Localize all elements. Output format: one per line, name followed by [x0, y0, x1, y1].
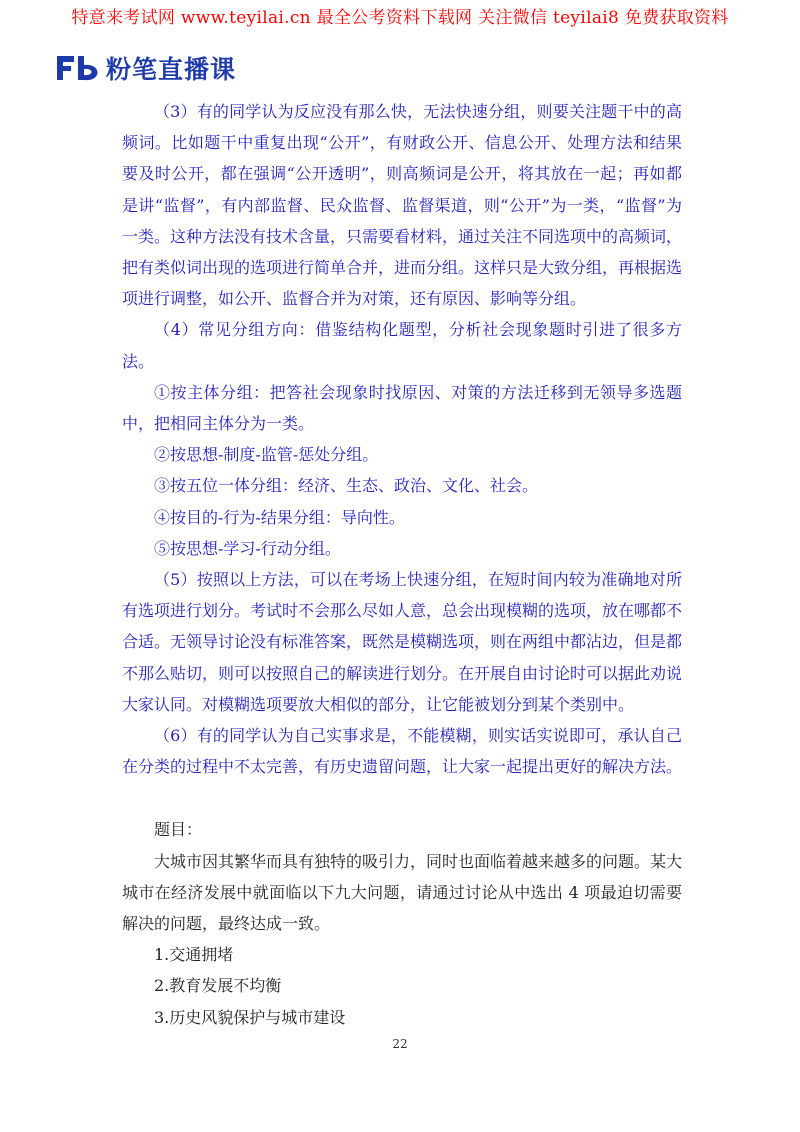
question-item: 1.交通拥堵: [154, 945, 234, 965]
fenbi-logo: [56, 52, 236, 84]
paragraph-5: （5）按照以上方法，可以在考场上快速分组，在短时间内较为准确地对所有选项进行划分。考试时不会那么尽如人意，总会出现模糊的选项，放在哪都不合适。无领导讨论没有标准答案，既然是模糊选项，则在两组中都沾边，但是都不那么贴切，则可以按照自己的解读进行划分。在开展自由讨论时可以据此劝说大家认同。对模糊选项要放大相似的部分，让它能被划分到某个类别中。: [122, 570, 683, 714]
question-body: 大城市因其繁华而具有独特的吸引力，同时也面临着越来越多的问题。某大城市在经济发展中就面临以下九大问题，请通过讨论从中选出 4 项最迫切需要解决的问题，最终达成一致。: [122, 851, 683, 934]
list-item-goal: ④按目的-行为-结果分组：导向性。: [154, 507, 405, 527]
list-item-thought: ②按思想-制度-监管-惩处分组。: [154, 445, 379, 465]
document-body: [122, 96, 682, 1033]
section-gap: [122, 782, 682, 814]
paragraph-4: （4）常见分组方向：借鉴结构化题型，分析社会现象题时引进了很多方法。: [122, 320, 682, 371]
list-item-subject: ①按主体分组：把答社会现象时找原因、对策的方法迁移到无领导多选题中，把相同主体分为一类。: [122, 382, 682, 434]
logo-text: 粉笔直播课: [106, 55, 237, 84]
question-item: 2.教育发展不均衡: [154, 976, 282, 996]
watermark-banner: 特意来考试网 www.teyilai.cn 最全公考资料下载网 关注微信 teyilai8 免费获取资料: [71, 8, 729, 28]
question-heading: 题目：: [154, 820, 203, 840]
question-item: 3.历史风貌保护与城市建设: [154, 1007, 346, 1027]
paragraph-3: （3）有的同学认为反应没有那么快，无法快速分组，则要关注题干中的高频词。比如题干中重复出现“公开”，有财政公开、信息公开、处理方法和结果要及时公开，都在强调“公开透明”，则高频词是公开，将其放在一起；再如都是讲“监督”，有内部监督、民众监督、监督渠道，则“公开”为一类，“监督”为一类。这种方法没有技术含量，只需要看材料，通过关注不同选项中的高频词，把有类似词出现的选项进行简单合并，进而分组。这样只是大致分组，再根据选项进行调整，如公开、监督合并为对策，还有原因、影响等分组。: [122, 102, 683, 309]
list-item-five: ③按五位一体分组：经济、生态、政治、文化、社会。: [154, 476, 539, 496]
paragraph-6: （6）有的同学认为自己实事求是，不能模糊，则实话实说即可，承认自己在分类的过程中不太完善，有历史遗留问题，让大家一起提出更好的解决方法。: [122, 726, 683, 777]
list-item-study: ⑤按思想-学习-行动分组。: [154, 538, 341, 558]
page-number: 22: [392, 1037, 408, 1051]
fb-logo-icon: [56, 54, 100, 82]
